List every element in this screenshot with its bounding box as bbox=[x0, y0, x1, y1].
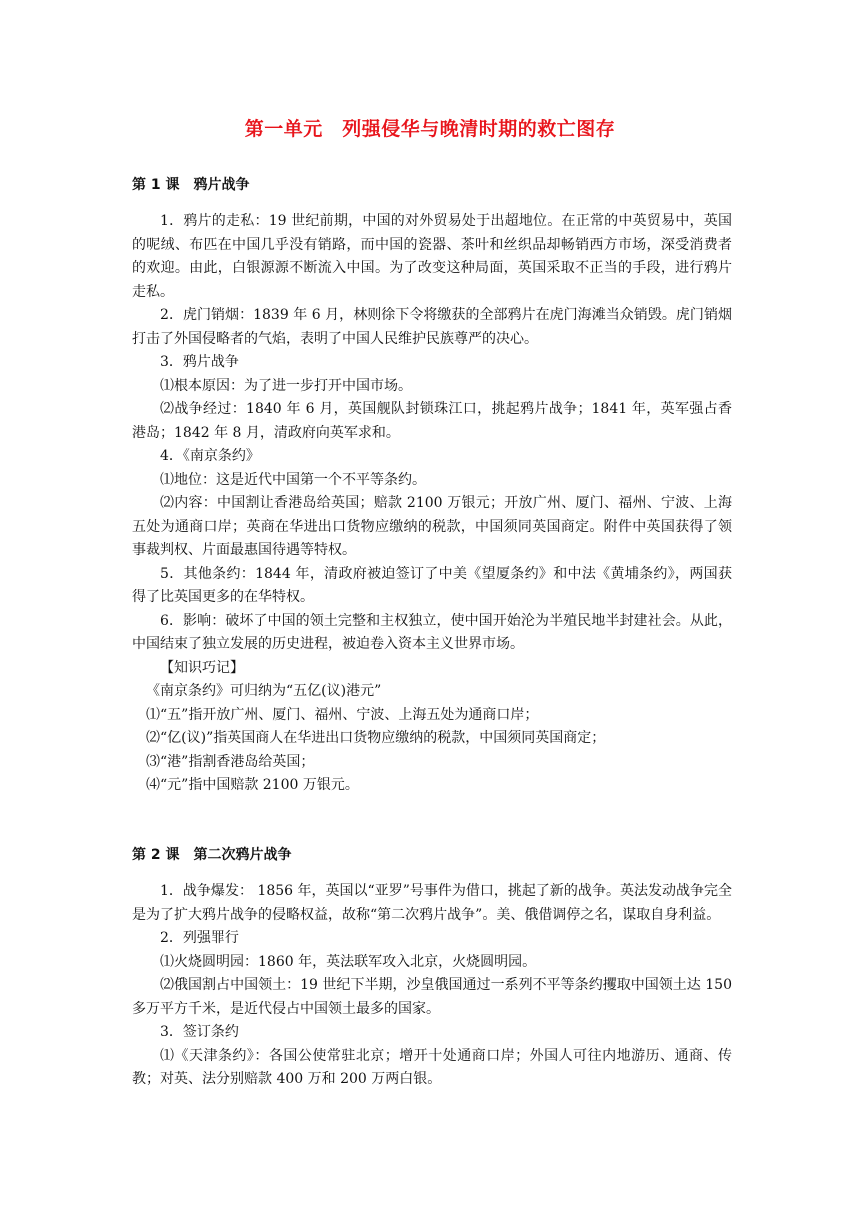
paragraph-other-treaties: 5．其他条约：1844 年，清政府被迫签订了中美《望厦条约》和中法《黄埔条约》，两国获得了比英国更多的在华特权。 bbox=[132, 565, 732, 605]
heading-nanjing-treaty: 4．《南京条约》 bbox=[160, 448, 260, 464]
paragraph-russia: ⑵俄国割占中国领土：19 世纪下半期，沙皇俄国通过一系列不平等条约攫取中国领土达 150 多万平方千米，是近代侵占中国领土最多的国家。 bbox=[132, 977, 732, 1017]
heading-treaties: 3．签订条约 bbox=[160, 1024, 239, 1040]
unit-title: 第一单元 列强侵华与晚清时期的救亡图存 bbox=[244, 118, 616, 140]
paragraph-war-course: ⑵战争经过：1840 年 6 月，英国舰队封锁珠江口，挑起鸦片战争；1841 年，英军强占香港岛；1842 年 8 月，清政府向英军求和。 bbox=[132, 401, 732, 441]
paragraph-root-cause: ⑴根本原因：为了进一步打开中国市场。 bbox=[160, 377, 412, 394]
paragraph-impact: 6．影响：破坏了中国的领土完整和主权独立，使中国开始沦为半殖民地半封建社会。从此，中国结束了独立发展的历史进程，被迫卷入资本主义世界市场。 bbox=[132, 612, 732, 652]
paragraph-outbreak: 1．战争爆发： 1856 年，英国以“亚罗”号事件为借口，挑起了新的战争。英法发动战争完全是为了扩大鸦片战争的侵略权益，故称“第二次鸦片战争”。美、俄借调停之名，谋取自身利益。 bbox=[132, 883, 732, 923]
paragraph-tianjin: ⑴《天津条约》：各国公使常驻北京；增开十处通商口岸；外国人可往内地游历、通商、传教；对英、法分别赔款 400 万和 200 万两白银。 bbox=[132, 1047, 732, 1087]
paragraph-smuggling: 1．鸦片的走私：19 世纪前期，中国的对外贸易处于出超地位。在正常的中英贸易中，英国的呢绒、布匹在中国几乎没有销路，而中国的瓷器、茶叶和丝织品却畅销西方市场，深受消费者的欢迎。由此，白银源源不断流入中国。为了改变这种局面，英国采取不正当的手段，进行鸦片走私。 bbox=[132, 213, 732, 300]
lesson-1-title: 第 1 课 鸦片战争 bbox=[132, 177, 250, 193]
heading-memory-tip: 【知识巧记】 bbox=[160, 659, 244, 676]
mnemonic-item-1: ⑴“五”指开放广州、厦门、福州、宁波、上海五处为通商口岸； bbox=[146, 706, 539, 723]
mnemonic-item-3: ⑶“港”指割香港岛给英国； bbox=[146, 753, 315, 770]
paragraph-status: ⑴地位：这是近代中国第一个不平等条约。 bbox=[160, 471, 426, 488]
paragraph-yuanmingyuan: ⑴火烧圆明园：1860 年，英法联军攻入北京，火烧圆明园。 bbox=[160, 953, 537, 970]
mnemonic-item-2: ⑵“亿(议)”指英国商人在华进出口货物应缴纳的税款，中国须同英国商定； bbox=[146, 730, 606, 746]
lesson-2-body bbox=[132, 880, 732, 1092]
mnemonic-item-4: ⑷“元”指中国赔款 2100 万银元。 bbox=[146, 777, 359, 793]
paragraph-humen: 2．虎门销烟：1839 年 6 月，林则徐下令将缴获的全部鸦片在虎门海滩当众销毁。虎门销烟打击了外国侵略者的气焰，表明了中国人民维护民族尊严的决心。 bbox=[132, 307, 732, 347]
heading-opium-war: 3．鸦片战争 bbox=[160, 354, 239, 370]
paragraph-content: ⑵内容：中国割让香港岛给英国；赔款 2100 万银元；开放广州、厦门、福州、宁波、上海五处为通商口岸；英商在华进出口货物应缴纳的税款，中国须同英国商定。附件中英国获得了领事裁判权、片面最惠国待遇等特权。 bbox=[132, 495, 732, 558]
lesson-2-title: 第 2 课 第二次鸦片战争 bbox=[132, 847, 292, 863]
heading-crimes: 2．列强罪行 bbox=[160, 930, 239, 946]
paragraph-mnemonic: 《南京条约》可归纳为“五亿(议)港元” bbox=[146, 683, 382, 699]
lesson-1-body bbox=[132, 210, 732, 798]
